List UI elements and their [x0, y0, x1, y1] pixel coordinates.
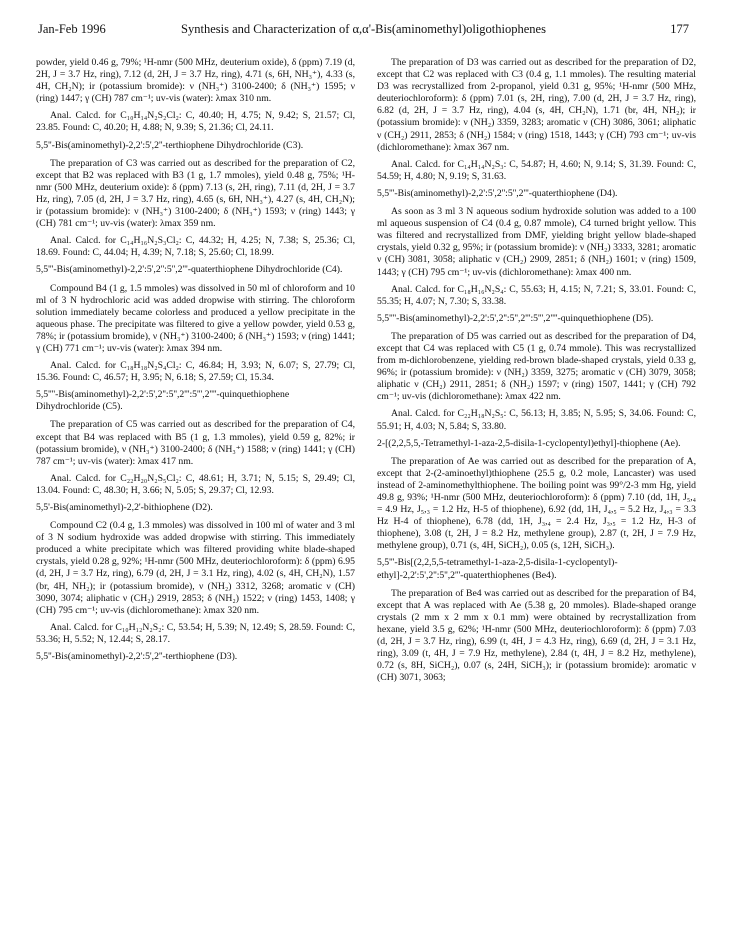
- right-column: [377, 57, 696, 689]
- right-para-0: The preparation of D3 was carried out as described for the preparation of D2, except that C2 was replaced with C3 (0.4 g, 1.1 mmoles). The resulting material D3 was recrystallized from 2-propanol, yield 0.31 g, 95%; ¹H-nmr (500 MHz, deuteriochloroform): δ (ppm) 7.01 (s, 2H, ring), 7.00 (d, 2H, J = 3.7 Hz, ring), 6.82 (d, 2H, J = 3.7 Hz, ring), 4.04 (s, 4H, CH₂N), 1.71 (br, 4H, NH₂); ir (potassium bromide): ν (NH₂) 3359, 3283; aromatic ν (CH) 3086, 3061; aliphatic ν (CH₂) 2911, 2853; δ (NH₂) 1584; ν (ring) 1518, 1443; γ (CH) 793 cm⁻¹; uv-vis (dichloromethane): λmax 367 nm.: [377, 57, 696, 153]
- left-para-9: The preparation of C5 was carried out as described for the preparation of C4, except that B4 was replaced with B5 (1 g, 1.3 mmoles), yield 0.59 g, 82%; ir (potassium bromide), ν (NH₃⁺) 3100-2400; δ (NH₃⁺) 1588; ν (ring) 1441; γ (CH) 787 cm⁻¹; uv-vis (water): λmax 417 nm.: [36, 419, 355, 467]
- left-heading-5: 5,5'''-Bis(aminomethyl)-2,2':5',2'':5'',2'''-quaterthiophene Dihydrochloride (C4).: [36, 264, 343, 276]
- right-para-11: The preparation of Be4 was carried out as described for the preparation of B4, except that A was replaced with Ae (5.38 g, 20 mmoles). Blade-shaped orange crystals (2 mm x 2 mm x 0.1 mm) were obtained by recrystallization from hexane, yield 3.5 g, 62%; ¹H-nmr (500 MHz, deuteriochloroform): δ (ppm) 7.03 (d, 2H, J = 3.7 Hz, ring), 6.99 (t, 4H, J = 4.3 Hz, ring), 6.69 (d, 2H, J = 3.1 Hz, ring), 3.09 (t, 4H, J = 7.9 Hz, methylene), 2.84 (t, 4H, J = 8.2 Hz, methylene), 0.72 (s, 8H, SiCH₂), 0.07 (s, 24H, SiCH₃); ir (potassium bromide): aromatic ν (CH) 3071, 3063;: [377, 587, 696, 684]
- right-para-6: The preparation of D5 was carried out as described for the preparation of D4, except that C4 was replaced with C5 (1 g, 0.74 mmole). This was recrystallized from m-dichlorobenzene, yielding red-brown blade-shaped crystals, yield 0.33 g, 96%; ir (potassium bromide): ν (NH₂) 3359, 3275; aromatic ν (CH) 3079, 3058; aliphatic ν (CH₂) 2911, 2851; δ (NH₂) 1597; ν (ring) 1507, 1441; γ (CH) 792 cm⁻¹; uv-vis (dichloromethane): λmax 422 nm.: [377, 330, 696, 403]
- left-heading-11: 5,5'-Bis(aminomethyl)-2,2'-bithiophene (D2).: [36, 502, 213, 513]
- issue-date: Jan-Feb 1996: [38, 22, 106, 36]
- right-heading-5: 5,5''''-Bis(aminomethyl)-2,2':5',2'':5'',2''':5''',2''''-quinquethiophene (D5).: [377, 312, 654, 324]
- left-column: [36, 57, 355, 669]
- right-para-3: As soon as 3 ml 3 N aqueous sodium hydroxide solution was added to a 100 ml aqueous suspension of C4 (0.4 g, 0.87 mmole), C4 turned bright yellow. This was filtered and recrystallized from DMF, yielding bright yellow blade-shaped crystals, yield 0.32 g, 95%; ir (potassium bromide): ν (NH₂) 3333, 3281; aromatic ν (CH) 3081, 3058; aliphatic ν (CH₂) 2909, 2851; δ (NH₂) 1601; ν (ring) 1509, 1443; γ (CH) 795 cm⁻¹; uv-vis (dichloromethane): λmax 400 nm.: [377, 206, 696, 278]
- left-analysis-4: Anal. Calcd. for C₁₄H₁₆N₂S₃Cl₂: C, 44.32; H, 4.25; N, 7.38; S, 25.36; Cl, 18.69. Found: C, 44.04; H, 4.39; N, 7.18; S, 25.60; Cl, 18.99.: [36, 235, 355, 259]
- left-heading-8: 5,5''''-Bis(aminomethyl)-2,2':5',2'':5'',2''':5''',2''''-quinquethiophene Dihydrochloride (C5).: [36, 389, 290, 413]
- left-heading-14: 5,5''-Bis(aminomethyl)-2,2':5',2''-terthiophene (D3).: [36, 651, 238, 663]
- left-analysis-10: Anal. Calcd. for C₂₂H₂₀N₂S₅Cl₂: C, 48.61; H, 3.71; N, 5.15; S, 29.49; Cl, 13.04. Found: C, 48.30; H, 3.66; N, 5.05; S, 29.37; Cl, 12.93.: [36, 472, 355, 496]
- left-para-12: Compound C2 (0.4 g, 1.3 mmoles) was dissolved in 100 ml of water and 3 ml of 3 N sodium hydroxide was added dropwise with stirring. This immediately produced a white precipitate which was filtered providing white blade-shaped crystals, yield 0.28 g, 92%; ¹H-nmr (500 MHz, deuteriochloroform): δ (ppm) 6.95 (d, 2H, J = 3.7 Hz, ring), 6.79 (d, 2H, J = 3.1 Hz, ring), 4.02 (s, 4H, CH₂N), 1.57 (br, 4H, NH₂); ir (potassium bromide), ν (NH₂) 3312, 3268; aromatic ν (CH) 3090, 3074; aliphatic ν (CH₂) 2919, 2853; δ (NH₂) 1522; ν (ring) 1453, 1408; γ (CH) 795 cm⁻¹; uv-vis (dichloromethane): λmax 320 nm.: [36, 520, 355, 616]
- page-number: 177: [670, 22, 689, 36]
- left-para-3: The preparation of C3 was carried out as described for the preparation of C2, except that B2 was replaced with B3 (1 g, 1.7 mmoles), yield 0.48 g, 75%; ¹H-nmr (500 MHz, deuterium oxide): δ (ppm) 7.13 (s, 2H, ring), 7.11 (d, 2H, J = 3.7 Hz, ring), 7.05 (d, 2H, J = 3.7 Hz, ring), 4.65 (s, 6H, NH₃⁺), 4.27 (s, 4H, CH₂N); ir (potassium bromide): ν (NH₃⁺) 3100-2400; δ (NH₃⁺) 1593; ν (ring) 1443; γ (CH) 781 cm⁻¹; uv-vis (water): λmax 359 nm.: [36, 157, 355, 230]
- right-analysis-1: Anal. Calcd. for C₁₄H₁₄N₂S₃: C, 54.87; H, 4.60; N, 9.14; S, 31.39. Found: C, 54.59; H, 4.80; N, 9.19; S, 31.63.: [377, 158, 696, 182]
- left-analysis-13: Anal. Calcd. for C₁₀H₁₂N₂S₂: C, 53.54; H, 5.39; N, 12.49; S, 28.59. Found: C, 53.36; H, 5.52; N, 12.44; S, 28.17.: [36, 621, 355, 645]
- right-heading-10: 5,5'''-Bis[(2,2,5,5-tetramethyl-1-aza-2,5-disila-1-cyclopentyl)-ethyl]-2,2':5',2'':5'',2'''-quaterthiophenes (Be4).: [377, 557, 618, 581]
- left-body-0: powder, yield 0.46 g, 79%; ¹H-nmr (500 MHz, deuterium oxide), δ (ppm) 7.19 (d, 2H, J = 3.7 Hz, ring), 7.12 (d, 2H, J = 3.7 Hz, ring), 4.71 (s, 6H, NH₃⁺), 4.33 (s, 4H, CH₂N); ir (potassium bromide): ν (NH₃⁺) 3100-2400; δ (NH₃⁺) 1595; ν (ring) 1447; γ (CH) 787 cm⁻¹; uv-vis (water): λmax 310 nm.: [36, 57, 355, 105]
- left-analysis-7: Anal. Calcd. for C₁₈H₁₈N₂S₄Cl₂: C, 46.84; H, 3.93; N, 6.07; S, 27.79; Cl, 15.36. Found: C, 46.57; H, 3.95; N, 6.18; S, 27.59; Cl, 15.34.: [36, 360, 355, 384]
- left-analysis-1: Anal. Calcd. for C₁₀H₁₄N₂S₂Cl₂: C, 40.40; H, 4.75; N, 9.42; S, 21.57; Cl, 23.85. Found: C, 40.20; H, 4.88; N, 9.39; S, 21.36; Cl, 24.11.: [36, 110, 355, 134]
- right-heading-8: 2-[(2,2,5,5,-Tetramethyl-1-aza-2,5-disila-1-cyclopentyl)ethyl]-thiophene (Ae).: [377, 437, 681, 449]
- right-analysis-4: Anal. Calcd. for C₁₈H₁₆N₂S₄: C, 55.63; H, 4.15; N, 7.21; S, 33.01. Found: C, 55.35; H, 4.07; N, 7.30; S, 33.38.: [377, 283, 696, 307]
- article-title: Synthesis and Characterization of α,α'-Bis(aminomethyl)oligothiophenes: [181, 22, 546, 36]
- right-analysis-7: Anal. Calcd. for C₂₂H₁₈N₂S₅: C, 56.13; H, 3.85; N, 5.95; S, 34.06. Found: C, 55.91; H, 4.03; N, 5.84; S, 33.80.: [377, 408, 696, 432]
- right-heading-2: 5,5'''-Bis(aminomethyl)-2,2':5',2'':5'',2'''-quaterthiophene (D4).: [377, 187, 618, 199]
- left-para-6: Compound B4 (1 g, 1.5 mmoles) was dissolved in 50 ml of chloroform and 10 ml of 3 N hydrochloric acid was added dropwise with stirring. The chloroform solution immediately became colorless and produced a yellow precipitate in the aqueous phase. The precipitate was filtered to give a yellow powder, yield 0.53 g, 78%; ir (potassium bromide), ν (NH₃⁺) 3100-2400; δ (NH₃⁺) 1593; ν (ring) 1441; γ (CH) 771 cm⁻¹; uv-vis (water): λmax 394 nm.: [36, 282, 355, 354]
- left-heading-2: 5,5''-Bis(aminomethyl)-2,2':5',2''-terthiophene Dihydrochloride (C3).: [36, 139, 304, 151]
- right-para-9: The preparation of Ae was carried out as described for the preparation of A, except that 2-(2-aminoethyl)thiophene (25.5 g, 0.2 mole, Lancaster) was used instead of 2-aminomethylthiophene. The boiling point was 99°/2-3 mm Hg, yield 49.8 g, 93%; ¹H-nmr (500 MHz, deuteriochloroform): δ (ppm) 7.10 (dd, 1H, J₅,₄ = 4.9 Hz, J₅,₃ = 1.2 Hz, H-5 of thiophene), 6.92 (dd, 1H, J₄,₅ = 5.2 Hz, J₄,₃ = 3.3 Hz H-4 of thiophene), 6.78 (dd, 1H, J₃,₄ = 2.4 Hz, J₃,₅ = 1.2 Hz, H-3 of thiophene), 3.08 (t, 2H, J = 8.2 Hz, methylene group), 2.87 (t, 2H, J = 7.9 Hz, methylene group), 0.71 (s, 4H, SiCH₂), 0.05 (s, 12H, SiCH₃).: [377, 455, 696, 552]
- running-head: [38, 22, 689, 38]
